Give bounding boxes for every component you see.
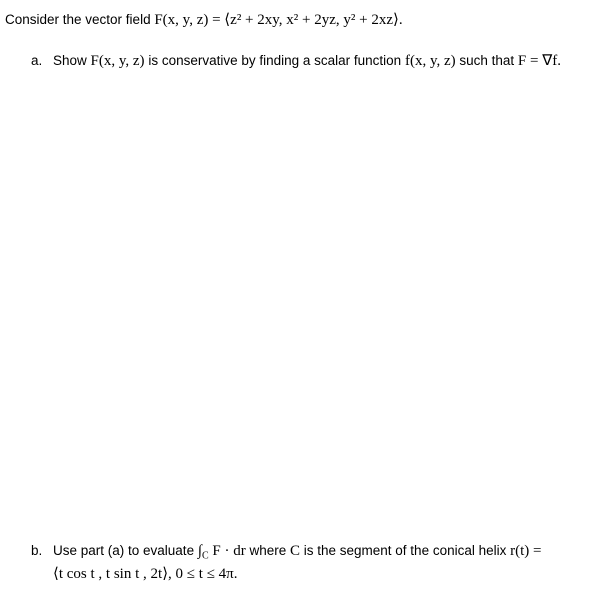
- vector-field-formula: F(x, y, z) = ⟨z² + 2xy, x² + 2yz, y² + 2xz⟩.: [154, 12, 403, 28]
- question-part-b-continuation: [53, 565, 238, 583]
- intro-text: Consider the vector field: [5, 12, 155, 27]
- helix-parametrization-label: r(t) =: [510, 543, 542, 559]
- intro-statement: [5, 11, 403, 29]
- line-integral-subscript: C: [201, 550, 209, 562]
- line-integral-integrand: F · dr: [208, 543, 246, 559]
- line-integral-sign: ∫: [197, 543, 202, 559]
- part-a-gradient-equation: F = ∇f.: [517, 53, 562, 69]
- part-a-field-symbol: F(x, y, z): [90, 53, 145, 69]
- part-b-text-2: where: [245, 543, 290, 558]
- curve-symbol: C: [289, 543, 300, 559]
- part-b-text-1: Use part (a) to evaluate: [53, 543, 198, 558]
- part-a-text-3: such that: [455, 53, 518, 68]
- part-a-marker: a.: [31, 53, 43, 68]
- part-a-scalar-function: f(x, y, z): [404, 53, 456, 69]
- part-b-marker: b.: [31, 543, 43, 558]
- part-a-text-1: Show: [53, 53, 91, 68]
- question-part-a: [31, 52, 561, 70]
- part-a-text-2: is conservative by finding a scalar function: [144, 53, 405, 68]
- part-b-text-3: is the segment of the conical helix: [300, 543, 511, 558]
- question-part-b: [31, 542, 542, 566]
- helix-parametrization: ⟨t cos t , t sin t , 2t⟩, 0 ≤ t ≤ 4π.: [53, 566, 238, 582]
